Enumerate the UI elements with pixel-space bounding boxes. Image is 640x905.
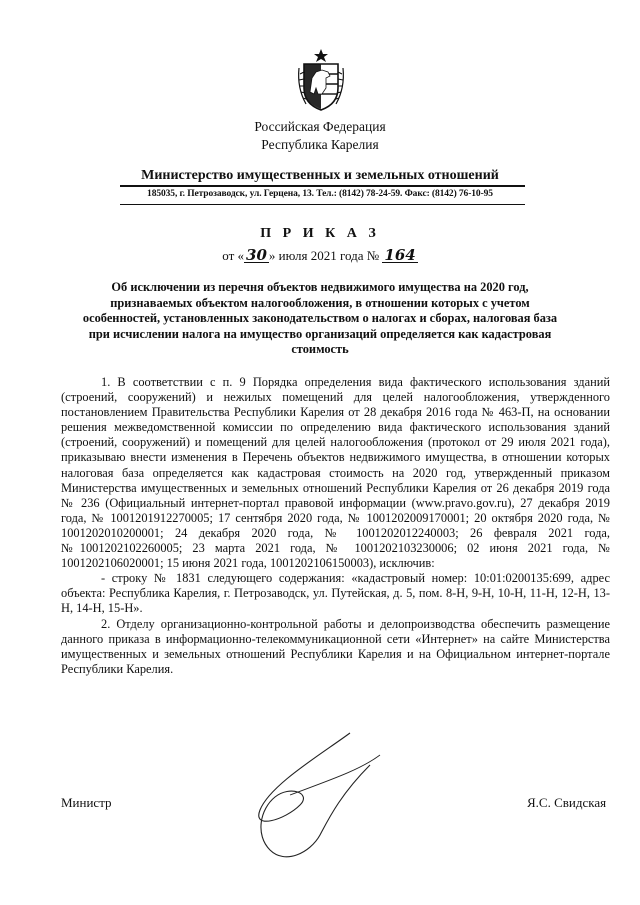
header-rule-bottom [120, 204, 525, 205]
republic-name: Республика Карелия [261, 137, 379, 152]
order-date-prefix: от « [222, 248, 245, 263]
order-day: 30 [246, 246, 267, 264]
order-title: П Р И К А З [260, 226, 380, 241]
order-subject: Об исключении из перечня объектов недвижимого имущества на 2020 год, признаваемых объектом налогообложения, в отношении которых с учетом особенностей, установленных законодательством о налогах и сборах, налоговая база при исчислении налога на имущество организаций определяется как кадастровая стоимость [82, 280, 558, 356]
paragraph-2: 2. Отделу организационно-контрольной работы и делопроизводства обеспечить размещение данного приказа в информационно-телекоммуникационной сети «Интернет» на сайте Министерства имущественных и земельных отношений Республики Карелия и на Официальном интернет-портале Республики Карелия. [61, 616, 610, 676]
header-rule-top [120, 185, 525, 187]
paragraph-item: - строку № 1831 следующего содержания: «кадастровый номер: 10:01:0200135:699, адрес объекта: Республика Карелия, г. Петрозаводск, ул. Путейская, д. 5, пом. 8-Н, 9-Н, 10-Н, 11-Н, 12-Н, 13-Н, 14-Н, 15-Н». [61, 571, 610, 616]
country-name: Российская Федерация [254, 119, 386, 134]
signatory-position: Министр [61, 795, 112, 810]
ministry-name: Министерство имущественных и земельных отношений [141, 168, 499, 183]
karelia-coat-of-arms-icon [296, 48, 346, 112]
ministry-address: 185035, г. Петрозаводск, ул. Герцена, 13. Тел.: (8142) 78-24-59. Факс: (8142) 76-10-95 [147, 189, 493, 199]
order-body [61, 375, 610, 677]
handwritten-signature-icon [230, 725, 390, 885]
signatory-name: Я.С. Свидская [527, 795, 607, 810]
paragraph-1: 1. В соответствии с п. 9 Порядка определения вида фактического использования зданий (строений, сооружений) и нежилых помещений для целей налогообложения, утвержденного постановлением Правительства Республики Карелия от 28 декабря 2016 года № 463-П, на основании решения межведомственной комиссии по определению вида фактического использования зданий (строений, сооружений) и помещений для целей налогообложения (протокол от 29 июля 2021 года), приказываю внести изменения в Перечень объектов недвижимого имущества, в отношении которых налоговая база определяется как кадастровая стоимость на 2020 год, утвержденный приказом Министерства имущественных и земельных отношений Республики Карелия от 26 декабря 2019 года № 236 (Официальный интернет-портал правовой информации (www.pravo.gov.ru), 27 декабря 2019 года, № 1001201912270005; 17 сентября 2020 года, № 1001202009170001; 20 октября 2020 года, № 1001202010200001; 24 декабря 2020 года, № 1001202012240003; 26 февраля 2021 года, №1001202102260005; 23 марта 2021 года, № 1001202103230006; 02 июня 2021 года, № 1001202106020001; 15 июня 2021 года, 1001202106150003), исключив: [61, 375, 610, 571]
order-date-middle: » июля 2021 года № [268, 248, 380, 263]
order-number: 164 [384, 246, 416, 264]
order-date [0, 248, 640, 264]
